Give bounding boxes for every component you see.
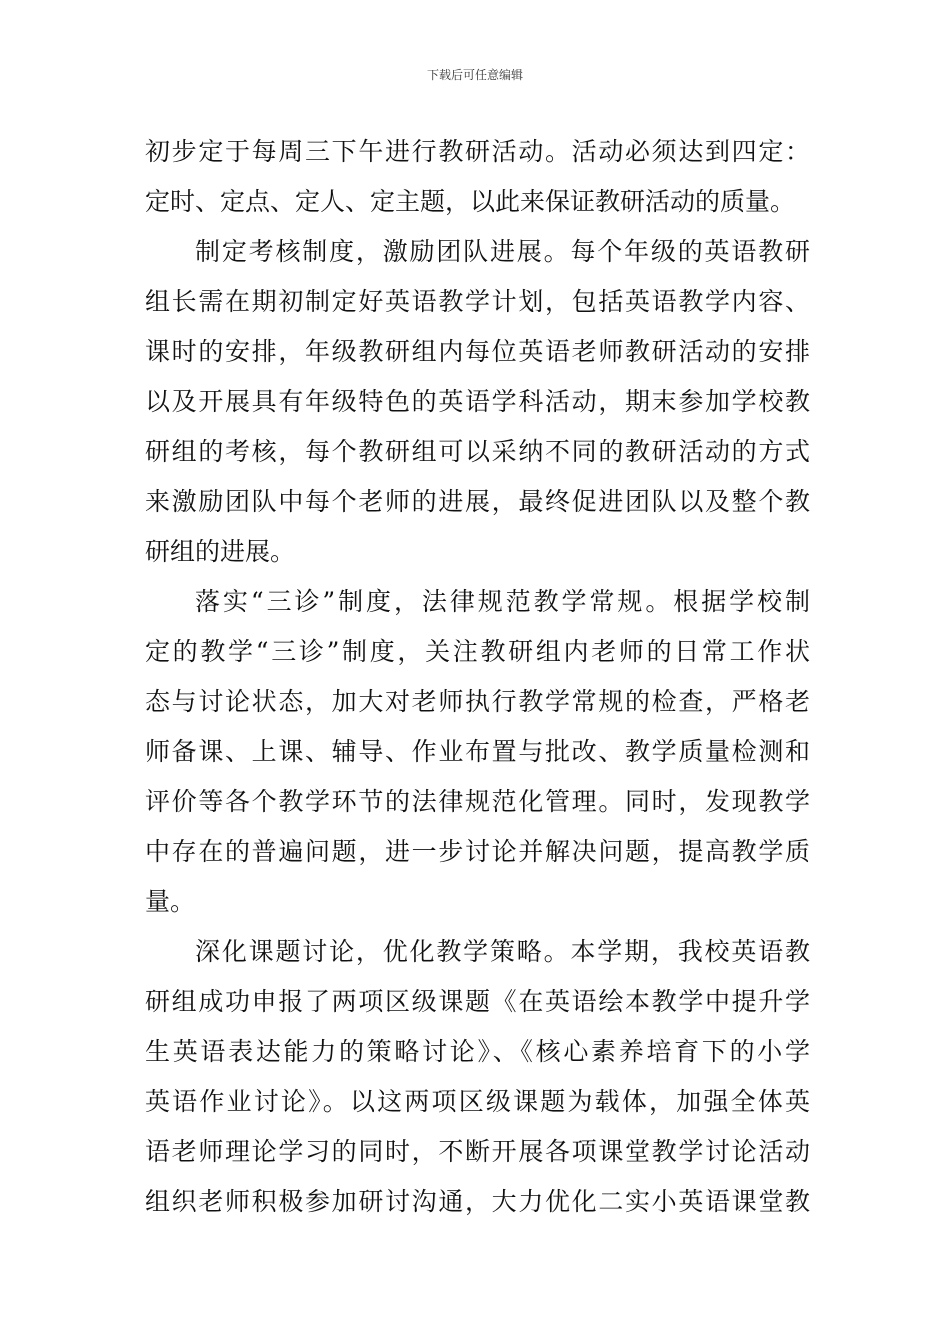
text-line: 落实“三诊”制度，法律规范教学常规。根据学校制: [195, 587, 810, 616]
page-header: 下载后可任意编辑: [426, 68, 523, 82]
text-line: 态与讨论状态，加大对老师执行教学常规的检查，严格老: [145, 687, 810, 716]
text-line: 以及开展具有年级特色的英语学科活动，期末参加学校教: [145, 387, 810, 416]
text-line: 定时、定点、定人、定主题，以此来保证教研活动的质量。: [145, 187, 796, 216]
text-line: 师备课、上课、辅导、作业布置与批改、教学质量检测和: [145, 737, 810, 766]
text-line: 课时的安排，年级教研组内每位英语老师教研活动的安排: [145, 337, 810, 366]
text-line: 定的教学“三诊”制度，关注教研组内老师的日常工作状: [145, 637, 810, 666]
document-body: [145, 127, 810, 1227]
text-line: 量。: [145, 887, 196, 916]
text-line: 研组的进展。: [145, 537, 296, 566]
text-line: 来激励团队中每个老师的进展，最终促进团队以及整个教: [145, 487, 810, 516]
text-line: 研组的考核，每个教研组可以采纳不同的教研活动的方式: [145, 437, 810, 466]
text-line: 英语作业讨论》。以这两项区级课题为载体，加强全体英: [145, 1087, 810, 1116]
text-line: 组长需在期初制定好英语教学计划，包括英语教学内容、: [145, 287, 810, 316]
text-line: 深化课题讨论，优化教学策略。本学期，我校英语教: [195, 937, 810, 966]
text-line: 语老师理论学习的同时，不断开展各项课堂教学讨论活动: [145, 1137, 810, 1166]
text-line: 制定考核制度，激励团队进展。每个年级的英语教研: [195, 237, 810, 266]
text-line: 中存在的普遍问题，进一步讨论并解决问题，提高教学质: [145, 837, 810, 866]
text-line: 研组成功申报了两项区级课题《在英语绘本教学中提升学: [145, 987, 810, 1016]
text-line: 初步定于每周三下午进行教研活动。活动必须达到四定：: [145, 137, 810, 166]
text-line: 生英语表达能力的策略讨论》、《核心素养培育下的小学: [145, 1037, 810, 1066]
text-line: 评价等各个教学环节的法律规范化管理。同时，发现教学: [145, 787, 810, 816]
text-line: 组织老师积极参加研讨沟通，大力优化二实小英语课堂教: [145, 1187, 810, 1216]
